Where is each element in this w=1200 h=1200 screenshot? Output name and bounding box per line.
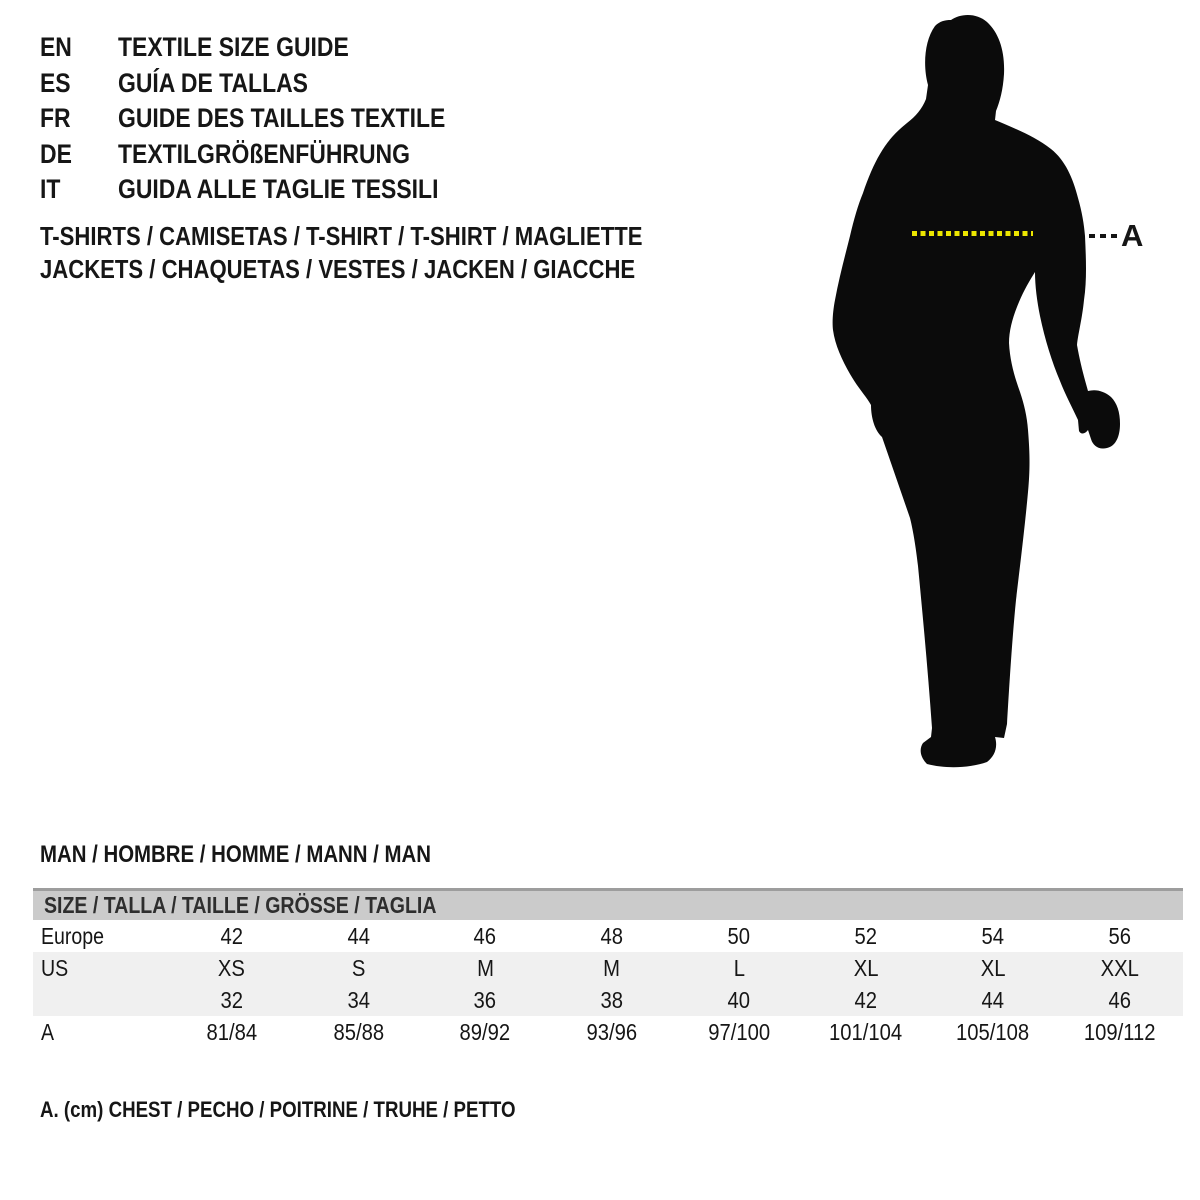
table-cell [168, 1019, 295, 1046]
table-cell-value: 89/92 [459, 1018, 511, 1045]
language-code: ES [40, 67, 71, 98]
row-label-text: US [41, 954, 69, 981]
table-cell-value: 38 [600, 986, 624, 1013]
man-silhouette [820, 0, 1200, 800]
language-row [40, 66, 503, 102]
table-cell-value: M [603, 954, 621, 981]
table-cell-value: XXL [1100, 954, 1139, 981]
table-cell-value: XS [217, 954, 245, 981]
table-cell-value: 105/108 [956, 1018, 1030, 1045]
language-title: GUIDA ALLE TAGLIE TESSILI [118, 174, 439, 205]
size-table-header [33, 888, 1183, 920]
table-cell-value: 34 [347, 986, 370, 1013]
table-cell [422, 987, 549, 1014]
table-cell [929, 987, 1056, 1014]
table-row [33, 952, 1183, 984]
table-cell-value: 44 [981, 986, 1004, 1013]
section-title-man [40, 841, 500, 869]
table-cell-value: 44 [347, 922, 370, 949]
table-cell-value: 101/104 [829, 1018, 903, 1045]
measure-label-a: A [1121, 218, 1144, 253]
table-cell-value: 54 [981, 922, 1004, 949]
language-code: DE [40, 138, 72, 169]
table-cell [549, 955, 676, 982]
table-row [33, 920, 1183, 952]
table-cell [549, 923, 676, 950]
size-table [33, 888, 1183, 1048]
section-title-text: MAN / HOMBRE / HOMME / MANN / MAN [40, 841, 431, 868]
table-cell [929, 923, 1056, 950]
table-cell [676, 987, 803, 1014]
table-cell-value: 85/88 [332, 1018, 384, 1045]
table-cell-value: 50 [727, 922, 751, 949]
table-cell-value: 109/112 [1083, 1018, 1156, 1045]
man-figure [820, 0, 1200, 800]
measurement-footnote-text: A. (cm) CHEST / PECHO / POITRINE / TRUHE / PETTO [40, 1097, 516, 1122]
table-cell [1056, 987, 1183, 1014]
table-cell [295, 955, 422, 982]
table-cell [802, 923, 929, 950]
language-row [40, 30, 503, 66]
language-code: EN [40, 32, 72, 63]
table-cell-value: 40 [727, 986, 751, 1013]
row-label [33, 955, 168, 982]
chest-measure-dotted-line [912, 231, 1033, 236]
table-cell-value: 52 [854, 922, 878, 949]
measurement-footnote [40, 1097, 599, 1123]
table-cell [422, 955, 549, 982]
size-table-body [33, 920, 1183, 1048]
table-cell-value: 46 [473, 922, 497, 949]
table-cell [676, 955, 803, 982]
size-table-header-text: SIZE / TALLA / TAILLE / GRÖSSE / TAGLIA [44, 892, 437, 918]
table-cell [676, 1019, 803, 1046]
table-cell-value: 48 [600, 922, 624, 949]
row-label-text: A [41, 1018, 55, 1045]
language-title: TEXTILE SIZE GUIDE [118, 32, 349, 63]
table-cell [1056, 1019, 1183, 1046]
row-label [33, 1019, 168, 1046]
table-cell-value: 46 [1108, 986, 1131, 1013]
table-cell-value: 42 [854, 986, 878, 1013]
language-title-block [40, 30, 503, 208]
table-cell [802, 955, 929, 982]
row-label [33, 987, 168, 1014]
table-row [33, 984, 1183, 1016]
row-label-text: Europe [41, 922, 105, 949]
measure-callout-dashes [1089, 234, 1120, 238]
language-title: GUÍA DE TALLAS [118, 67, 308, 98]
language-row [40, 101, 503, 137]
language-title: TEXTILGRÖßENFÜHRUNG [118, 138, 410, 169]
product-category-line [40, 253, 749, 286]
table-cell [168, 955, 295, 982]
language-code: FR [40, 103, 71, 134]
language-code: IT [40, 174, 61, 205]
table-cell-value: 36 [473, 986, 497, 1013]
table-cell [168, 987, 295, 1014]
table-cell-value: S [351, 954, 366, 981]
table-cell [295, 987, 422, 1014]
table-cell-value: XL [853, 954, 879, 981]
language-row [40, 137, 503, 173]
table-cell-value: 42 [220, 922, 243, 949]
table-cell [168, 923, 295, 950]
table-cell-value: 81/84 [206, 1018, 257, 1045]
table-cell-value: XL [980, 954, 1006, 981]
table-cell [802, 1019, 929, 1046]
language-title: GUIDE DES TAILLES TEXTILE [118, 103, 446, 134]
table-cell [422, 1019, 549, 1046]
table-cell-value: L [733, 954, 745, 981]
table-cell-value: M [476, 954, 494, 981]
table-cell [676, 923, 803, 950]
row-label [33, 923, 168, 950]
table-cell [295, 923, 422, 950]
table-cell [1056, 955, 1183, 982]
table-cell-value: 93/96 [586, 1018, 638, 1045]
table-cell [549, 1019, 676, 1046]
table-cell [549, 987, 676, 1014]
product-category-text: JACKETS / CHAQUETAS / VESTES / JACKEN / GIACCHE [40, 254, 636, 284]
product-category-line [40, 220, 749, 253]
table-cell-value: 56 [1108, 922, 1131, 949]
table-cell [929, 955, 1056, 982]
table-cell [1056, 923, 1183, 950]
table-cell-value: 32 [220, 986, 243, 1013]
table-row [33, 1016, 1183, 1048]
language-row [40, 172, 503, 208]
table-cell [802, 987, 929, 1014]
table-cell [295, 1019, 422, 1046]
table-cell-value: 97/100 [707, 1018, 770, 1045]
product-category-text: T-SHIRTS / CAMISETAS / T-SHIRT / T-SHIRT / MAGLIETTE [40, 221, 643, 251]
table-cell [422, 923, 549, 950]
product-category-lines [40, 220, 749, 286]
table-cell [929, 1019, 1056, 1046]
